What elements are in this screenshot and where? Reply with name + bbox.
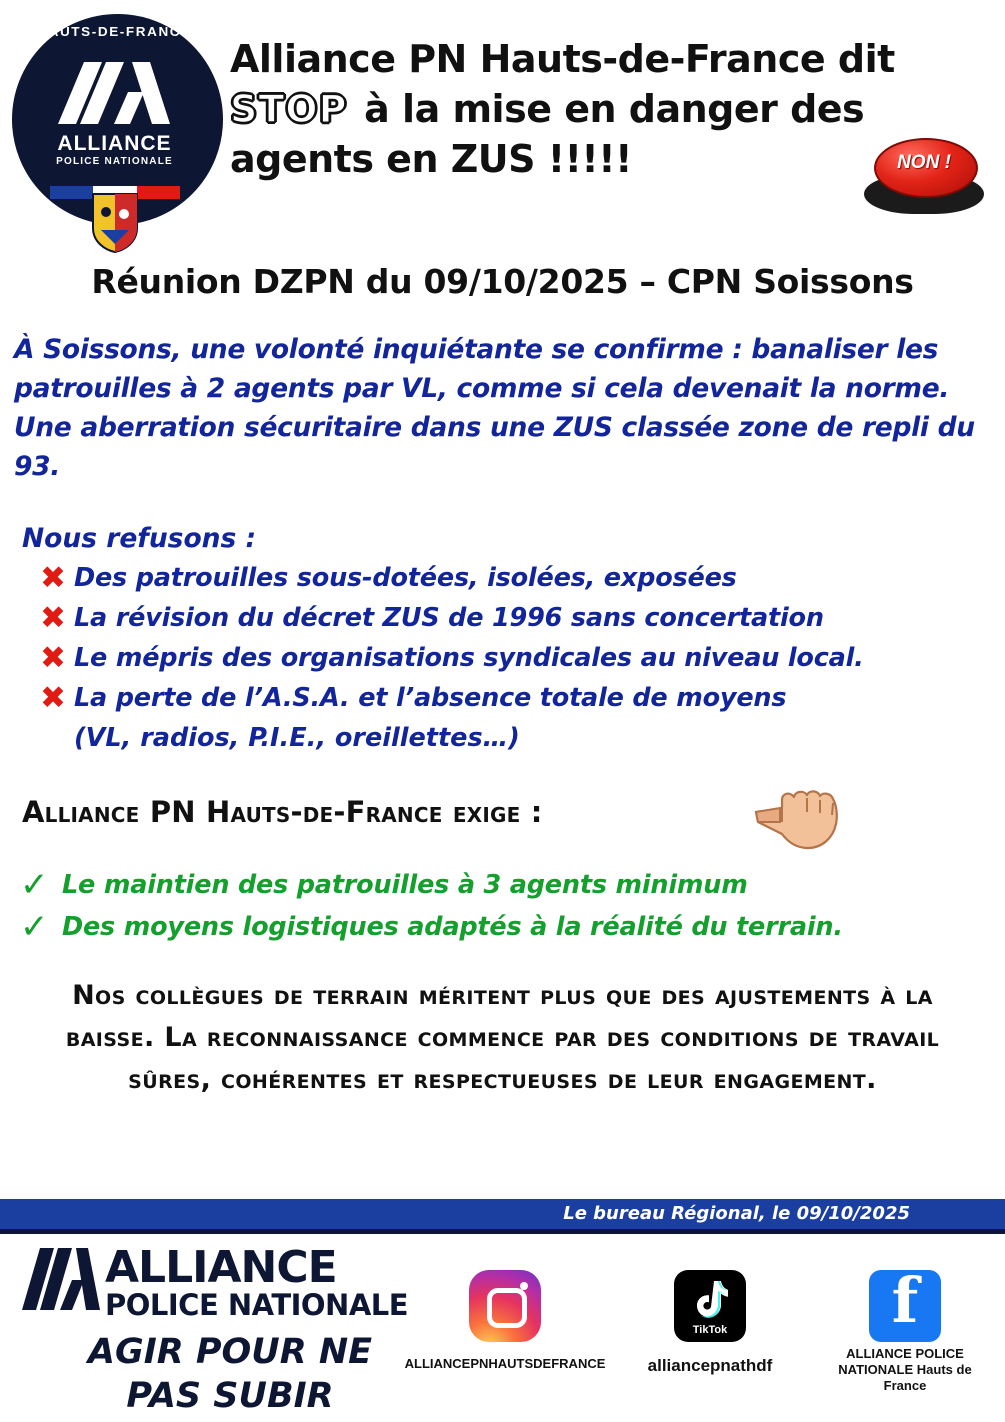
list-item: [40, 640, 970, 677]
instagram-link[interactable]: [440, 1270, 570, 1342]
cross-icon: ✖: [40, 640, 66, 676]
title-line-3: agents en ZUS !!!!!: [230, 137, 632, 181]
footer-chevron-icon: [22, 1248, 100, 1310]
alliance-logo: [12, 14, 217, 219]
title-line-2: [230, 84, 950, 134]
stop-word: STOP: [230, 87, 348, 131]
tiktok-note-icon: [694, 1280, 728, 1318]
tiktok-handle: alliancepnathdf: [647, 1356, 773, 1375]
title-line-2-rest: à la mise en danger des: [351, 87, 865, 131]
refusal-text: Le mépris des organisations syndicales au niveau local.: [74, 643, 864, 673]
facebook-link[interactable]: [840, 1270, 970, 1342]
poster-header: [0, 0, 1005, 252]
instagram-handle: ALLIANCEPNHAUTSDEFRANCE: [404, 1356, 606, 1371]
refusal-text: La révision du décret ZUS de 1996 sans concertation: [74, 603, 824, 633]
check-icon: ✓: [20, 865, 49, 905]
logo-ring-label: HAUTS-DE-FRANCE: [37, 24, 192, 39]
pointing-hand-icon: [752, 782, 848, 856]
demand-text: Le maintien des patrouilles à 3 agents minimum: [62, 870, 748, 900]
demands-heading: Alliance PN Hauts-de-France exige :: [22, 795, 543, 829]
refusals-heading: Nous refusons :: [22, 523, 257, 554]
list-item: [20, 865, 970, 905]
refusals-list: [40, 560, 970, 756]
tiktok-label: TikTok: [692, 1324, 728, 1336]
list-item: [40, 680, 970, 717]
signature-bar: [0, 1199, 1005, 1229]
refusal-continuation: (VL, radios, P.I.E., oreillettes…): [74, 723, 520, 753]
facebook-handle: ALLIANCE POLICE NATIONALE Hauts de France: [838, 1346, 972, 1393]
facebook-icon[interactable]: [869, 1270, 941, 1342]
logo-name: ALLIANCE: [57, 132, 172, 155]
refusal-text: La perte de l’A.S.A. et l’absence totale de moyens: [74, 683, 787, 713]
footer-slogan: AGIR POUR NE PAS SUBIR: [87, 1332, 373, 1416]
cross-icon: ✖: [40, 600, 66, 636]
demand-text: Des moyens logistiques adaptés à la réalité du terrain.: [62, 912, 843, 942]
meeting-subtitle: Réunion DZPN du 09/10/2025 – CPN Soissons: [91, 262, 914, 301]
instagram-icon[interactable]: [469, 1270, 541, 1342]
list-item: [20, 907, 970, 947]
tiktok-link[interactable]: [645, 1270, 775, 1342]
cross-icon: ✖: [40, 680, 66, 716]
buzzer-button-icon: [862, 130, 986, 218]
poster-footer: [0, 1234, 1005, 1422]
footer-brand-alliance: ALLIANCE: [105, 1242, 337, 1293]
title-line-1: Alliance PN Hauts-de-France dit: [230, 37, 895, 81]
check-icon: ✓: [20, 907, 49, 947]
list-item: [40, 600, 970, 637]
intro-paragraph: À Soissons, une volonté inquiétante se confirme : banaliser les patrouilles à 2 agents par VL, comme si cela devenait la norme. Une aberration sécuritaire dans une ZUS classée zone de repli du 93.: [14, 334, 975, 482]
closing-statement: Nos collègues de terrain méritent plus que des ajustements à la baisse. La reconnaissance commence par des conditions de travail sûres, cohérentes et respectueuses de leur engagement.: [65, 980, 940, 1095]
poster-title: [230, 34, 950, 184]
list-item: [40, 560, 970, 597]
demands-list: [20, 865, 970, 949]
logo-chevron-icon: [58, 62, 170, 124]
refusal-text: Des patrouilles sous-dotées, isolées, exposées: [74, 563, 737, 593]
tiktok-icon[interactable]: [674, 1270, 746, 1342]
signature-text: Le bureau Régional, le 09/10/2025: [563, 1203, 910, 1224]
regional-crest-icon: [91, 192, 139, 254]
footer-brand-police-nationale: POLICE NATIONALE: [105, 1288, 409, 1322]
cross-icon: ✖: [40, 560, 66, 596]
logo-subtitle: POLICE NATIONALE: [56, 156, 173, 167]
buzzer-label: NON !: [897, 152, 951, 173]
